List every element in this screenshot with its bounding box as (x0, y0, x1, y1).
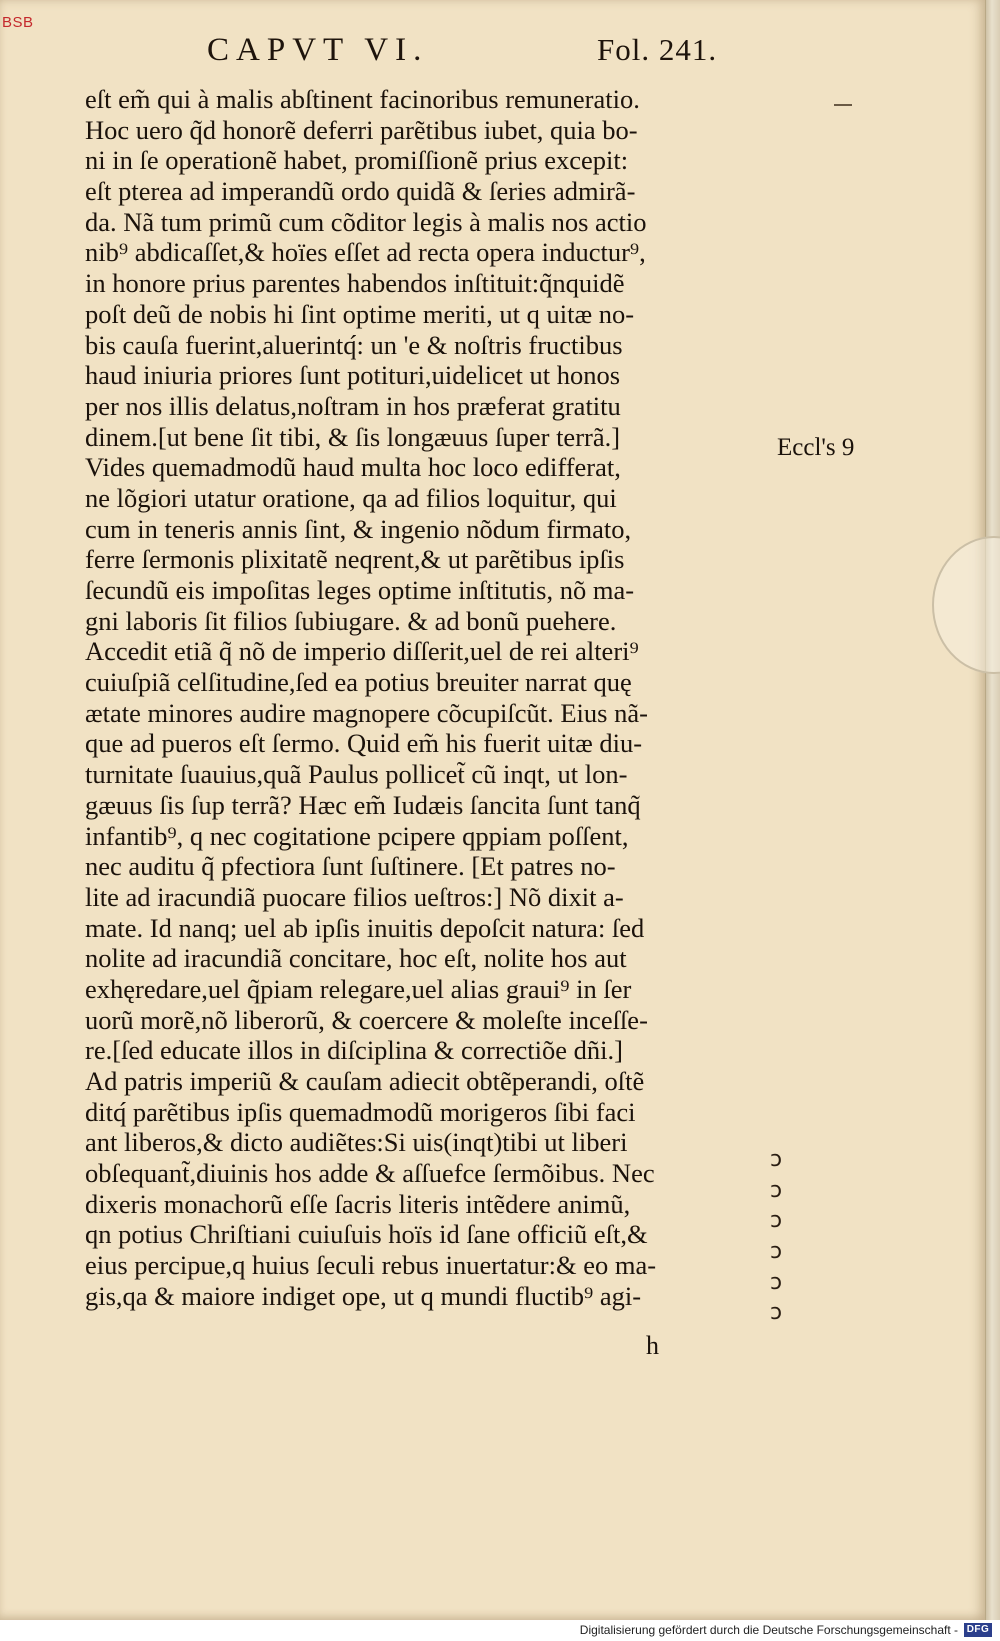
text-line: Vides quemadmodũ haud multa hoc loco edifferat, (85, 452, 621, 483)
text-line: Hoc uero q̃d honorẽ deferri parẽtibus iubet, quia bo- (85, 114, 638, 145)
text-line: eſt pterea ad imperandũ ordo quidã & ſeries admirã- (85, 176, 636, 207)
margin-mark: ↄ (770, 1300, 783, 1326)
margin-mark: ↄ (770, 1147, 783, 1172)
text-line: dinem.[ut bene ſit tibi, & ſis longæuus ſuper terrã.] (85, 421, 621, 452)
margin-marks (770, 1145, 810, 1329)
margin-reference: Eccl's 9 (777, 434, 855, 461)
text-line: uorũ morẽ,nõ liberorũ, & coercere & moleſte inceſſe- (85, 1004, 648, 1035)
text-line: exhęredare,uel q̃piam relegare,uel alias graui⁹ in ſer (85, 973, 632, 1004)
text-line: nolite ad iracundiã concitare, hoc eſt, nolite hos aut (85, 943, 627, 974)
margin-mark: ↄ (770, 1239, 783, 1265)
page-edge (985, 0, 1000, 1620)
text-block (85, 84, 775, 1312)
text-line: ætate minores audire magnopere cõcupiſcũt. Eius nã- (85, 697, 648, 728)
text-line: infantib⁹, q nec cogitatione pcipere qppiam poſſent, (85, 820, 629, 851)
text-line: poſt deũ de nobis hi ſint optime meriti, ut q uitæ no- (85, 298, 635, 329)
text-line: Accedit etiã q̃ nõ de imperio diſſerit,uel de rei alteri⁹ (85, 636, 639, 667)
text-line: haud iniuria priores ſunt potituri,uidelicet ut honos (85, 360, 621, 391)
text-line: dixeris monachorũ eſſe ſacris literis intẽdere animũ, (85, 1188, 631, 1219)
text-line: obſequant̃,diuinis hos adde & aſſuefce ſermõibus. Nec (85, 1158, 655, 1189)
text-line: nib⁹ abdicaſſet,& hoïes eſſet ad recta opera inductur⁹, (85, 237, 646, 268)
text-line: ni in ſe operationẽ habet, promiſſionẽ prius excepit: (85, 145, 629, 176)
text-line: ſecundũ eis impoſitas leges optime inſtitutis, nõ ma- (85, 575, 635, 605)
margin-mark: ↄ (770, 1177, 783, 1203)
margin-mark: ↄ (770, 1269, 783, 1295)
text-line: qn potius Chriſtiani cuiuſuis hoïs id ſane officiũ eſt,& (85, 1219, 648, 1250)
text-line: gis,qa & maiore indiget ope, ut q mundi fluctib⁹ agi- (85, 1280, 642, 1311)
footer-credit: Digitalisierung gefördert durch die Deutsche Forschungsgemeinschaft - (579, 1623, 958, 1637)
text-line: turnitate ſuauius,quã Paulus pollicet̃ cũ inqt, ut lon- (85, 759, 628, 790)
text-line: ditq́ parẽtibus ipſis quemadmodũ morigeros ſibi faci (85, 1096, 636, 1127)
text-line: gæuus ſis ſup terrã? Hæc em̃ Iudæis ſancita ſunt tanq̃ (85, 789, 641, 820)
text-line: lite ad iracundiã puocare filios ueſtros:] Nõ dixit a- (85, 881, 624, 912)
margin-dash (834, 104, 852, 106)
text-line: que ad pueros eſt ſermo. Quid em̃ his fuerit uitæ diu- (85, 728, 643, 759)
text-line: per nos illis delatus,noſtram in hos præferat gratitu (85, 390, 621, 421)
text-line: ant liberos,& dicto audiẽtes:Si uis(inqt)tibi ut liberi (85, 1127, 628, 1158)
margin-mark: ↄ (770, 1208, 783, 1234)
text-line: nec auditu q̃ pfectiora ſunt ſuſtinere. [Et patres no- (85, 851, 616, 882)
folio-number: Fol. 241. (597, 32, 718, 67)
text-line: re.[ſed educate illos in diſciplina & correctiõe dñi.] (85, 1035, 623, 1066)
text-line: Ad patris imperiũ & cauſam adiecit obtẽperandi, oſtẽ (85, 1066, 645, 1096)
running-head (207, 32, 727, 76)
text-line: da. Nã tum primũ cum cõditor legis à malis nos actio (85, 206, 647, 237)
text-line: bis cauſa fuerint,aluerintq́: un 'e & noſtris fructibus (85, 329, 623, 360)
library-logo: BSB (2, 14, 34, 31)
text-line: in honore prius parentes habendos inſtituit:q̃nquidẽ (85, 268, 625, 299)
chapter-heading: CAPVT VI. (207, 32, 429, 68)
text-line: gni laboris ſit filios ſubiugare. & ad bonũ puehere. (85, 605, 617, 636)
text-line: eſt em̃ qui à malis abſtinent facinoribus remuneratio. (85, 84, 640, 114)
text-line: cum in teneris annis ſint, & ingenio nõdum firmato, (85, 513, 632, 544)
dfg-logo: DFG (964, 1623, 992, 1637)
text-line: eius percipue,q huius ſeculi rebus inuertatur:& eo ma- (85, 1250, 657, 1281)
text-line: ferre ſermonis plixitatẽ neqrent,& ut parẽtibus ipſis (85, 544, 625, 575)
text-line: cuiuſpiã celſitudine,ſed ea potius breuiter narrat quę (85, 667, 632, 698)
catchword: h (646, 1331, 659, 1360)
text-line: ne lõgiori utatur oratione, qa ad filios loquitur, qui (85, 482, 617, 513)
text-line: mate. Id nanq; uel ab ipſis inuitis depoſcit natura: ſed (85, 912, 645, 943)
